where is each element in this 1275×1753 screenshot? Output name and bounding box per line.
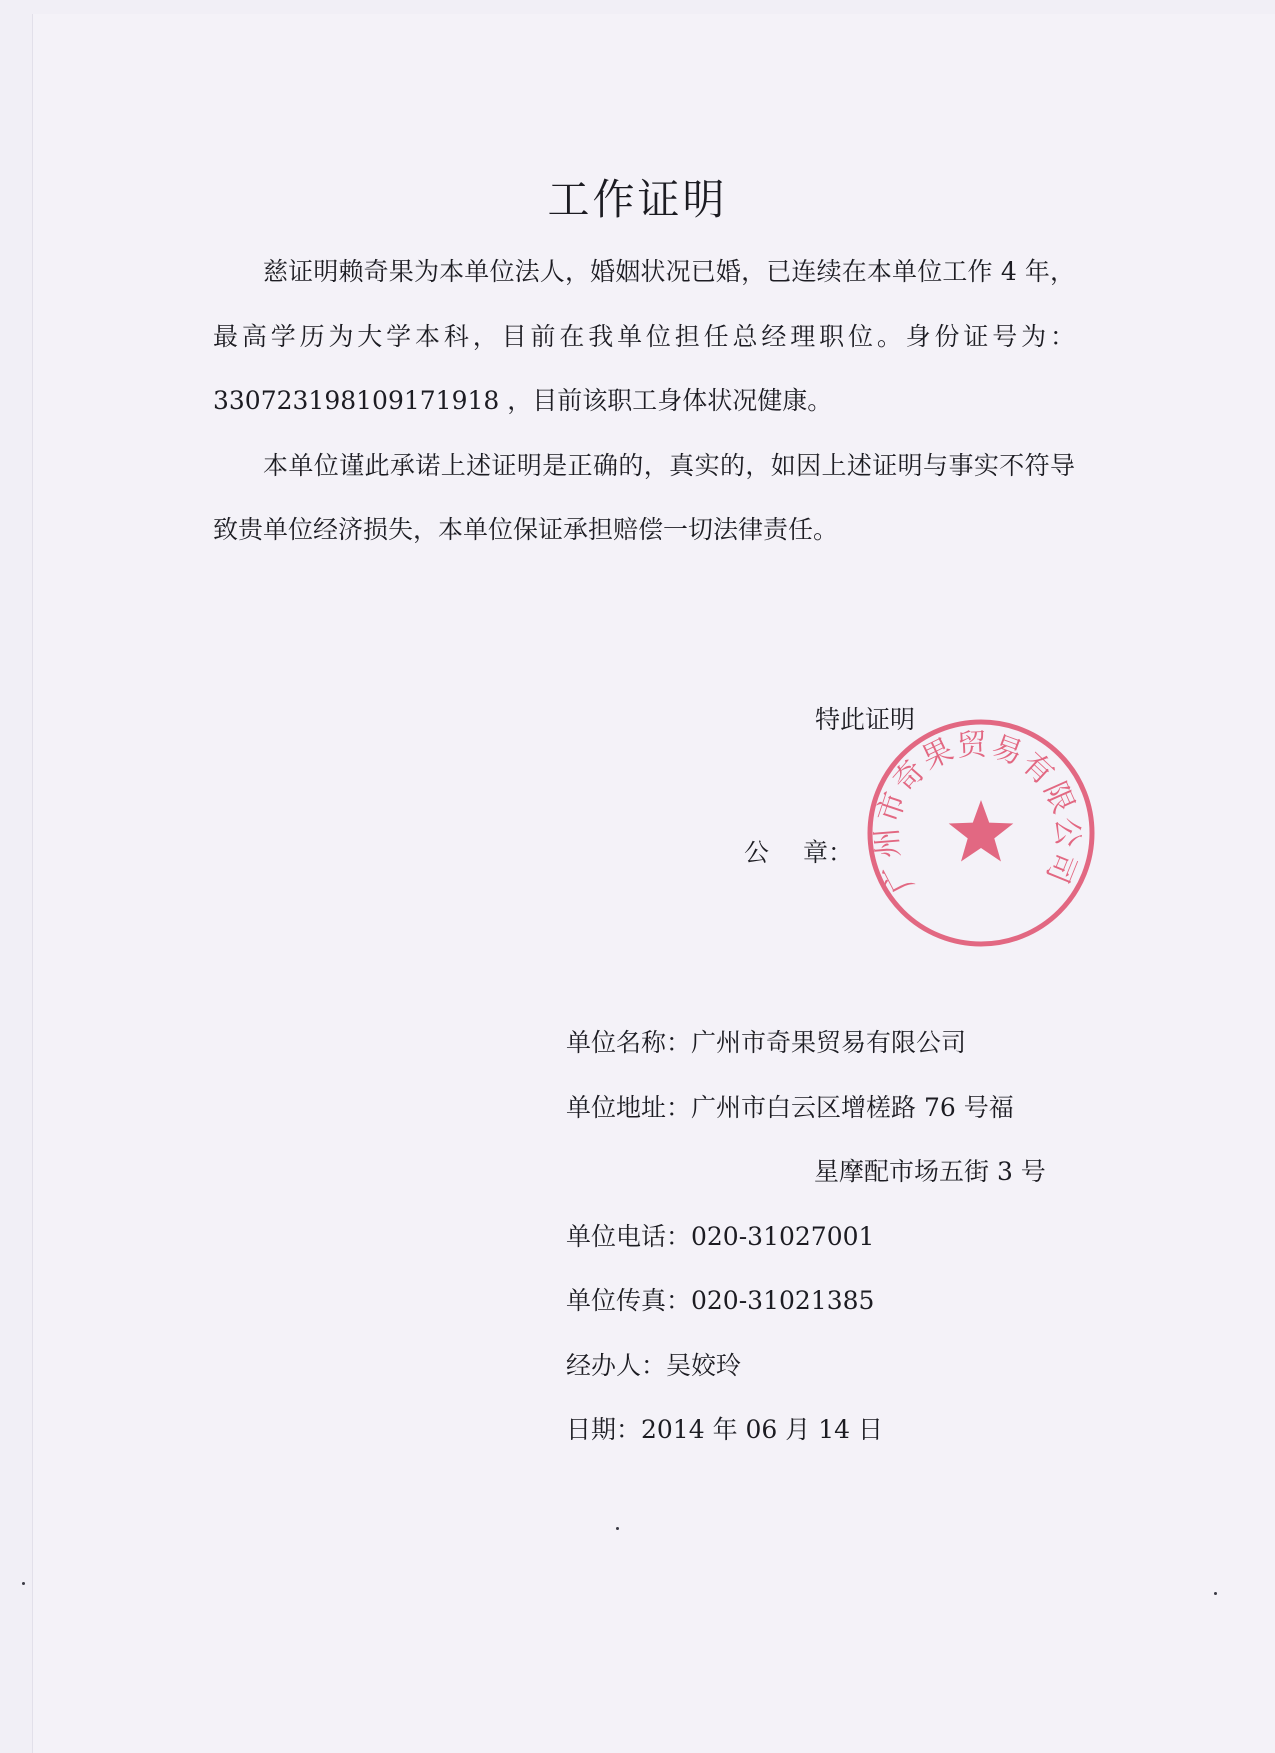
document-body xyxy=(213,240,1075,563)
document-date: 日期：2014 年 06 月 14 日 xyxy=(566,1415,883,1444)
scan-speck xyxy=(616,1527,619,1530)
company-fax: 单位传真：020-31021385 xyxy=(566,1286,875,1315)
seal-text-path: 广州市奇果贸易有限公司 xyxy=(869,727,1085,899)
body-paragraph-2: 本单位谨此承诺上述证明是正确的，真实的，如因上述证明与事实不符导致贵单位经济损失，本单位保证承担赔偿一切法律责任。 xyxy=(213,450,1075,544)
company-address: 单位地址：广州市白云区增槎路 76 号福 xyxy=(566,1092,1014,1122)
seal-label-right: 章： xyxy=(803,838,854,867)
scan-speck xyxy=(1214,1592,1217,1595)
closing-statement: 特此证明 xyxy=(815,705,916,734)
seal-star-icon xyxy=(949,800,1014,862)
document-title: 工作证明 xyxy=(547,175,728,224)
company-phone: 单位电话：020-31027001 xyxy=(566,1221,875,1251)
seal-label-left: 公 xyxy=(744,838,770,867)
scan-speck xyxy=(22,1582,25,1585)
company-name: 单位名称：广州市奇果贸易有限公司 xyxy=(566,1028,967,1057)
company-info-list xyxy=(566,1026,1086,1478)
company-seal-stamp xyxy=(864,716,1098,950)
handler-name: 经办人：吴姣玲 xyxy=(566,1350,742,1380)
seal-label xyxy=(744,836,853,870)
body-paragraph-1: 慈证明赖奇果为本单位法人，婚姻状况已婚，已连续在本单位工作 4 年，最高学历为大学本科，目前在我单位担任总经理职位。身份证号为：330723198109171918 ，目前该职工身体状况健康。 xyxy=(213,257,1075,415)
company-address-continued: 星摩配市场五街 3 号 xyxy=(814,1157,1046,1186)
